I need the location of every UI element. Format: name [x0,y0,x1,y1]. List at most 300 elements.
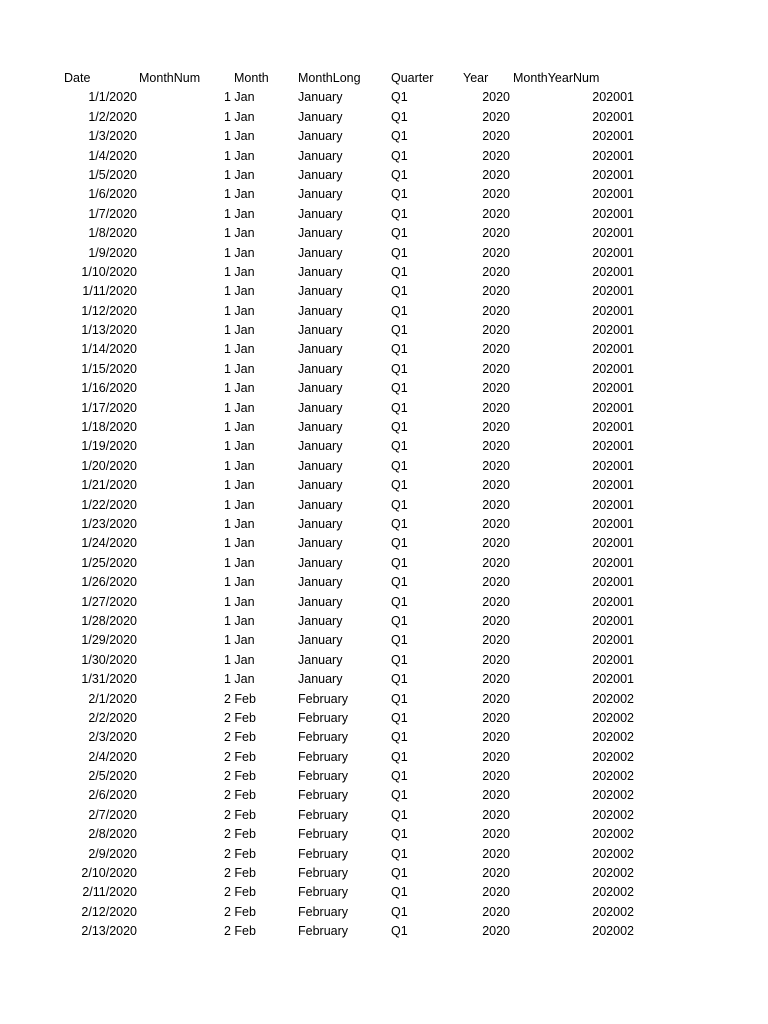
cell-monthyearnum: 202001 [592,381,634,396]
cell-monthlong: January [298,303,343,318]
cell-monthlong: February [298,691,349,706]
cell-year: 2020 [482,439,510,454]
table-row [0,690,768,709]
cell-date: 1/6/2020 [88,187,137,202]
cell-monthyearnum: 202001 [592,575,634,590]
cell-quarter: Q1 [391,827,408,842]
cell-monthyearnum: 202001 [592,516,634,531]
cell-date: 1/12/2020 [81,303,137,318]
cell-quarter: Q1 [391,536,408,551]
cell-year: 2020 [482,924,510,939]
table-row [0,263,768,282]
table-row [0,147,768,166]
cell-monthlong: January [298,167,343,182]
cell-monthyearnum: 202002 [592,730,634,745]
cell-monthyearnum: 202001 [592,303,634,318]
cell-date: 1/19/2020 [81,439,137,454]
cell-year: 2020 [482,807,510,822]
cell-year: 2020 [482,788,510,803]
cell-year: 2020 [482,555,510,570]
cell-monthyearnum: 202001 [592,536,634,551]
cell-monthlong: January [298,148,343,163]
table-row [0,244,768,263]
cell-quarter: Q1 [391,594,408,609]
cell-month: 2 Feb [224,866,256,881]
cell-month: 2 Feb [224,788,256,803]
cell-date: 1/13/2020 [81,323,137,338]
cell-monthlong: February [298,769,349,784]
cell-date: 1/31/2020 [81,672,137,687]
cell-month: 1 Jan [224,594,255,609]
table-row [0,127,768,146]
cell-monthlong: February [298,924,349,939]
cell-monthyearnum: 202002 [592,807,634,822]
cell-monthyearnum: 202001 [592,652,634,667]
table-row [0,864,768,883]
cell-date: 2/11/2020 [82,885,137,900]
cell-month: 1 Jan [224,148,255,163]
table-row [0,302,768,321]
table-row [0,418,768,437]
table-row [0,922,768,941]
cell-quarter: Q1 [391,342,408,357]
cell-quarter: Q1 [391,284,408,299]
table-row [0,224,768,243]
cell-year: 2020 [482,245,510,260]
cell-month: 2 Feb [224,691,256,706]
cell-date: 1/9/2020 [88,245,137,260]
cell-monthyearnum: 202002 [592,691,634,706]
cell-quarter: Q1 [391,788,408,803]
cell-date: 1/15/2020 [81,361,137,376]
cell-monthlong: February [298,904,349,919]
table-row [0,883,768,902]
cell-year: 2020 [482,769,510,784]
cell-month: 1 Jan [224,303,255,318]
cell-monthlong: January [298,90,343,105]
cell-monthlong: January [298,361,343,376]
cell-monthlong: January [298,555,343,570]
cell-date: 1/8/2020 [88,226,137,241]
cell-month: 1 Jan [224,129,255,144]
cell-monthlong: January [298,264,343,279]
cell-year: 2020 [482,264,510,279]
table-row [0,437,768,456]
table-row [0,108,768,127]
cell-monthlong: January [298,633,343,648]
cell-monthlong: January [298,109,343,124]
cell-month: 2 Feb [224,885,256,900]
cell-month: 2 Feb [224,904,256,919]
cell-monthlong: January [298,323,343,338]
cell-monthyearnum: 202001 [592,478,634,493]
cell-monthlong: January [298,672,343,687]
table-row [0,496,768,515]
cell-year: 2020 [482,749,510,764]
cell-monthlong: January [298,342,343,357]
cell-year: 2020 [482,400,510,415]
cell-monthyearnum: 202001 [592,439,634,454]
cell-monthlong: January [298,536,343,551]
cell-date: 1/26/2020 [81,575,137,590]
cell-quarter: Q1 [391,109,408,124]
cell-date: 1/25/2020 [81,555,137,570]
cell-year: 2020 [482,90,510,105]
cell-monthyearnum: 202001 [592,167,634,182]
cell-date: 1/28/2020 [81,613,137,628]
cell-year: 2020 [482,342,510,357]
cell-monthlong: February [298,807,349,822]
table-row [0,670,768,689]
cell-quarter: Q1 [391,691,408,706]
cell-monthyearnum: 202001 [592,187,634,202]
cell-monthlong: February [298,749,349,764]
cell-month: 1 Jan [224,226,255,241]
cell-monthyearnum: 202002 [592,788,634,803]
cell-monthyearnum: 202001 [592,264,634,279]
cell-quarter: Q1 [391,90,408,105]
cell-monthyearnum: 202002 [592,904,634,919]
cell-monthlong: January [298,594,343,609]
table-row [0,166,768,185]
cell-month: 1 Jan [224,245,255,260]
header-monthyearnum: MonthYearNum [513,71,600,85]
table-row [0,476,768,495]
cell-date: 1/11/2020 [82,284,137,299]
cell-monthyearnum: 202001 [592,497,634,512]
cell-date: 1/16/2020 [81,381,137,396]
cell-monthyearnum: 202001 [592,420,634,435]
table-row [0,185,768,204]
cell-quarter: Q1 [391,361,408,376]
cell-month: 2 Feb [224,924,256,939]
cell-year: 2020 [482,458,510,473]
cell-month: 1 Jan [224,516,255,531]
cell-month: 1 Jan [224,439,255,454]
cell-date: 1/7/2020 [88,206,137,221]
cell-month: 2 Feb [224,807,256,822]
cell-quarter: Q1 [391,807,408,822]
header-year: Year [463,71,489,85]
cell-monthlong: January [298,129,343,144]
cell-date: 1/4/2020 [88,148,137,163]
header-date: Date [64,71,91,85]
table-row [0,321,768,340]
cell-month: 1 Jan [224,206,255,221]
cell-month: 1 Jan [224,361,255,376]
cell-quarter: Q1 [391,652,408,667]
table-row [0,379,768,398]
cell-monthyearnum: 202002 [592,769,634,784]
cell-year: 2020 [482,478,510,493]
cell-year: 2020 [482,109,510,124]
table-row [0,612,768,631]
cell-monthyearnum: 202002 [592,827,634,842]
cell-year: 2020 [482,633,510,648]
header-quarter: Quarter [391,71,434,85]
cell-year: 2020 [482,885,510,900]
cell-year: 2020 [482,827,510,842]
cell-quarter: Q1 [391,633,408,648]
table-row [0,340,768,359]
cell-quarter: Q1 [391,866,408,881]
cell-year: 2020 [482,516,510,531]
table-row [0,631,768,650]
cell-monthyearnum: 202001 [592,245,634,260]
table-row [0,88,768,107]
cell-year: 2020 [482,148,510,163]
cell-date: 2/1/2020 [88,691,137,706]
cell-monthlong: January [298,439,343,454]
cell-month: 1 Jan [224,187,255,202]
cell-monthyearnum: 202001 [592,400,634,415]
cell-monthlong: February [298,827,349,842]
cell-date: 1/24/2020 [81,536,137,551]
cell-year: 2020 [482,575,510,590]
cell-year: 2020 [482,846,510,861]
table-row [0,554,768,573]
cell-month: 2 Feb [224,730,256,745]
cell-monthyearnum: 202001 [592,613,634,628]
cell-date: 1/3/2020 [88,129,137,144]
cell-monthlong: January [298,187,343,202]
cell-quarter: Q1 [391,672,408,687]
cell-month: 1 Jan [224,264,255,279]
cell-quarter: Q1 [391,458,408,473]
cell-year: 2020 [482,303,510,318]
cell-date: 2/8/2020 [88,827,137,842]
cell-year: 2020 [482,866,510,881]
cell-monthyearnum: 202001 [592,90,634,105]
cell-date: 2/6/2020 [88,788,137,803]
cell-year: 2020 [482,361,510,376]
cell-month: 1 Jan [224,167,255,182]
cell-year: 2020 [482,284,510,299]
table-row [0,825,768,844]
cell-month: 1 Jan [224,536,255,551]
table-row [0,903,768,922]
cell-month: 1 Jan [224,613,255,628]
cell-year: 2020 [482,710,510,725]
cell-year: 2020 [482,381,510,396]
cell-month: 1 Jan [224,652,255,667]
cell-month: 1 Jan [224,575,255,590]
cell-month: 1 Jan [224,458,255,473]
table-row [0,205,768,224]
table-row [0,709,768,728]
table-row [0,728,768,747]
cell-monthlong: January [298,400,343,415]
cell-quarter: Q1 [391,885,408,900]
cell-month: 1 Jan [224,497,255,512]
cell-date: 2/13/2020 [81,924,137,939]
cell-monthyearnum: 202001 [592,109,634,124]
cell-monthlong: January [298,284,343,299]
cell-month: 1 Jan [224,342,255,357]
cell-month: 1 Jan [224,672,255,687]
cell-monthlong: January [298,478,343,493]
cell-year: 2020 [482,691,510,706]
header-monthnum: MonthNum [139,71,201,85]
cell-monthlong: January [298,420,343,435]
cell-month: 1 Jan [224,109,255,124]
cell-monthyearnum: 202001 [592,148,634,163]
cell-year: 2020 [482,536,510,551]
cell-year: 2020 [482,420,510,435]
cell-monthyearnum: 202001 [592,458,634,473]
cell-month: 1 Jan [224,633,255,648]
cell-monthlong: January [298,497,343,512]
cell-monthlong: January [298,458,343,473]
cell-quarter: Q1 [391,924,408,939]
cell-monthyearnum: 202001 [592,323,634,338]
cell-year: 2020 [482,129,510,144]
cell-date: 1/21/2020 [81,478,137,493]
cell-quarter: Q1 [391,323,408,338]
cell-monthyearnum: 202002 [592,749,634,764]
cell-monthyearnum: 202002 [592,924,634,939]
table-row [0,360,768,379]
cell-quarter: Q1 [391,187,408,202]
cell-quarter: Q1 [391,303,408,318]
table-row [0,786,768,805]
cell-monthyearnum: 202001 [592,633,634,648]
cell-monthlong: January [298,516,343,531]
table-body [0,88,768,941]
cell-quarter: Q1 [391,264,408,279]
cell-quarter: Q1 [391,167,408,182]
cell-monthyearnum: 202002 [592,710,634,725]
cell-quarter: Q1 [391,129,408,144]
cell-date: 2/2/2020 [88,710,137,725]
cell-quarter: Q1 [391,769,408,784]
cell-quarter: Q1 [391,439,408,454]
cell-date: 1/17/2020 [81,400,137,415]
table-row [0,767,768,786]
cell-year: 2020 [482,594,510,609]
cell-year: 2020 [482,167,510,182]
cell-month: 1 Jan [224,284,255,299]
cell-monthlong: January [298,206,343,221]
table-row [0,573,768,592]
cell-monthlong: January [298,652,343,667]
cell-quarter: Q1 [391,226,408,241]
cell-monthyearnum: 202001 [592,226,634,241]
cell-date: 1/2/2020 [88,109,137,124]
cell-quarter: Q1 [391,730,408,745]
cell-quarter: Q1 [391,710,408,725]
cell-monthlong: January [298,575,343,590]
cell-monthlong: January [298,226,343,241]
cell-monthyearnum: 202001 [592,361,634,376]
cell-date: 1/27/2020 [81,594,137,609]
cell-quarter: Q1 [391,478,408,493]
table-row [0,399,768,418]
cell-monthlong: February [298,710,349,725]
cell-quarter: Q1 [391,846,408,861]
table-row [0,748,768,767]
cell-date: 1/18/2020 [81,420,137,435]
spreadsheet-table [0,69,768,942]
cell-month: 1 Jan [224,323,255,338]
cell-quarter: Q1 [391,400,408,415]
table-row [0,282,768,301]
header-month: Month [234,71,269,85]
cell-monthyearnum: 202001 [592,594,634,609]
table-row [0,651,768,670]
cell-monthyearnum: 202001 [592,672,634,687]
cell-quarter: Q1 [391,575,408,590]
cell-monthlong: February [298,866,349,881]
cell-month: 1 Jan [224,400,255,415]
header-row [0,69,768,88]
cell-month: 2 Feb [224,769,256,784]
cell-monthlong: February [298,885,349,900]
cell-quarter: Q1 [391,206,408,221]
cell-date: 2/9/2020 [88,846,137,861]
cell-month: 1 Jan [224,420,255,435]
cell-monthyearnum: 202001 [592,342,634,357]
cell-month: 1 Jan [224,555,255,570]
cell-quarter: Q1 [391,749,408,764]
cell-monthlong: February [298,730,349,745]
cell-year: 2020 [482,730,510,745]
cell-quarter: Q1 [391,497,408,512]
table-row [0,845,768,864]
cell-monthlong: February [298,846,349,861]
cell-date: 2/4/2020 [88,749,137,764]
cell-month: 1 Jan [224,90,255,105]
cell-date: 2/3/2020 [88,730,137,745]
cell-monthlong: January [298,381,343,396]
cell-date: 2/12/2020 [81,904,137,919]
cell-monthyearnum: 202002 [592,866,634,881]
cell-monthyearnum: 202001 [592,206,634,221]
table-row [0,593,768,612]
cell-year: 2020 [482,613,510,628]
cell-month: 2 Feb [224,827,256,842]
cell-date: 2/7/2020 [88,807,137,822]
cell-quarter: Q1 [391,245,408,260]
cell-quarter: Q1 [391,904,408,919]
cell-month: 2 Feb [224,749,256,764]
cell-month: 1 Jan [224,381,255,396]
cell-monthlong: February [298,788,349,803]
table-row [0,457,768,476]
cell-date: 1/23/2020 [81,516,137,531]
cell-date: 1/29/2020 [81,633,137,648]
table-row [0,515,768,534]
cell-date: 2/5/2020 [88,769,137,784]
cell-year: 2020 [482,672,510,687]
cell-quarter: Q1 [391,148,408,163]
cell-date: 1/22/2020 [81,497,137,512]
cell-month: 2 Feb [224,846,256,861]
cell-quarter: Q1 [391,613,408,628]
cell-date: 1/20/2020 [81,458,137,473]
table-row [0,534,768,553]
cell-monthlong: January [298,245,343,260]
cell-year: 2020 [482,904,510,919]
cell-date: 1/1/2020 [88,90,137,105]
cell-date: 1/5/2020 [88,167,137,182]
cell-year: 2020 [482,226,510,241]
table-row [0,806,768,825]
cell-year: 2020 [482,497,510,512]
cell-date: 2/10/2020 [81,866,137,881]
cell-date: 1/10/2020 [81,264,137,279]
cell-quarter: Q1 [391,381,408,396]
